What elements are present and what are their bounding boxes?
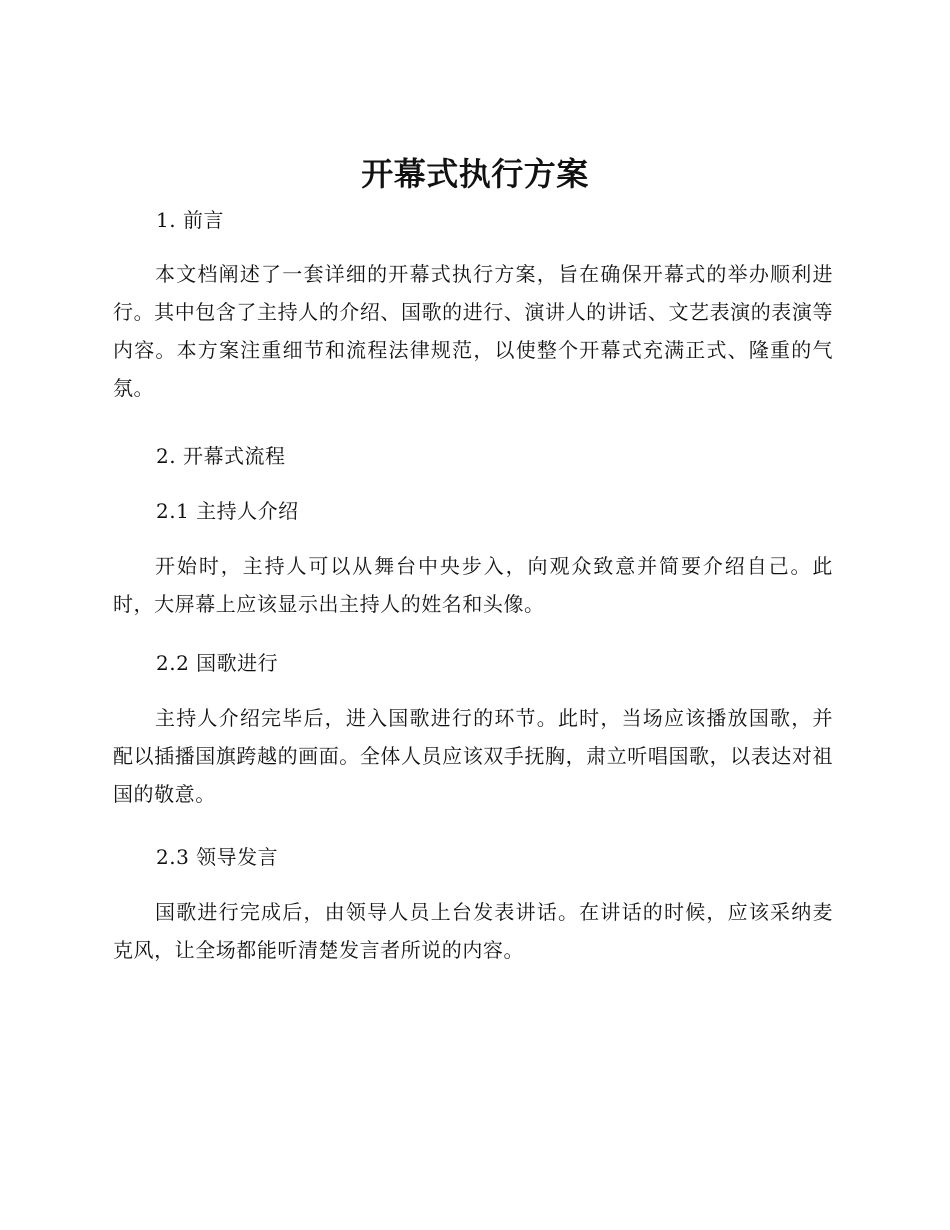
section-heading-leader-speech: 2.3 领导发言 (156, 845, 279, 869)
document-title: 开幕式执行方案 (361, 155, 589, 193)
section-paragraph-leader-speech: 国歌进行完成后，由领导人员上台发表讲话。在讲话的时候，应该采纳麦克风，让全场都能听清楚发言者所说的内容。 (113, 900, 833, 962)
section-paragraph-preface: 本文档阐述了一套详细的开幕式执行方案，旨在确保开幕式的举办顺利进行。其中包含了主持人的介绍、国歌的进行、演讲人的讲话、文艺表演的表演等内容。本方案注重细节和流程法律规范，以使整个开幕式充满正式、隆重的气氛。 (113, 262, 833, 400)
section-heading-host-intro: 2.1 主持人介绍 (156, 499, 299, 523)
section-heading-preface: 1. 前言 (156, 208, 224, 232)
section-paragraph-host-intro: 开始时，主持人可以从舞台中央步入，向观众致意并简要介绍自己。此时，大屏幕上应该显示出主持人的姓名和头像。 (113, 554, 833, 616)
section-heading-national-anthem: 2.2 国歌进行 (156, 651, 279, 675)
section-heading-process: 2. 开幕式流程 (156, 444, 286, 468)
section-paragraph-national-anthem: 主持人介绍完毕后，进入国歌进行的环节。此时，当场应该播放国歌，并配以插播国旗跨越的画面。全体人员应该双手抚胸，肃立听唱国歌，以表达对祖国的敬意。 (113, 706, 833, 806)
